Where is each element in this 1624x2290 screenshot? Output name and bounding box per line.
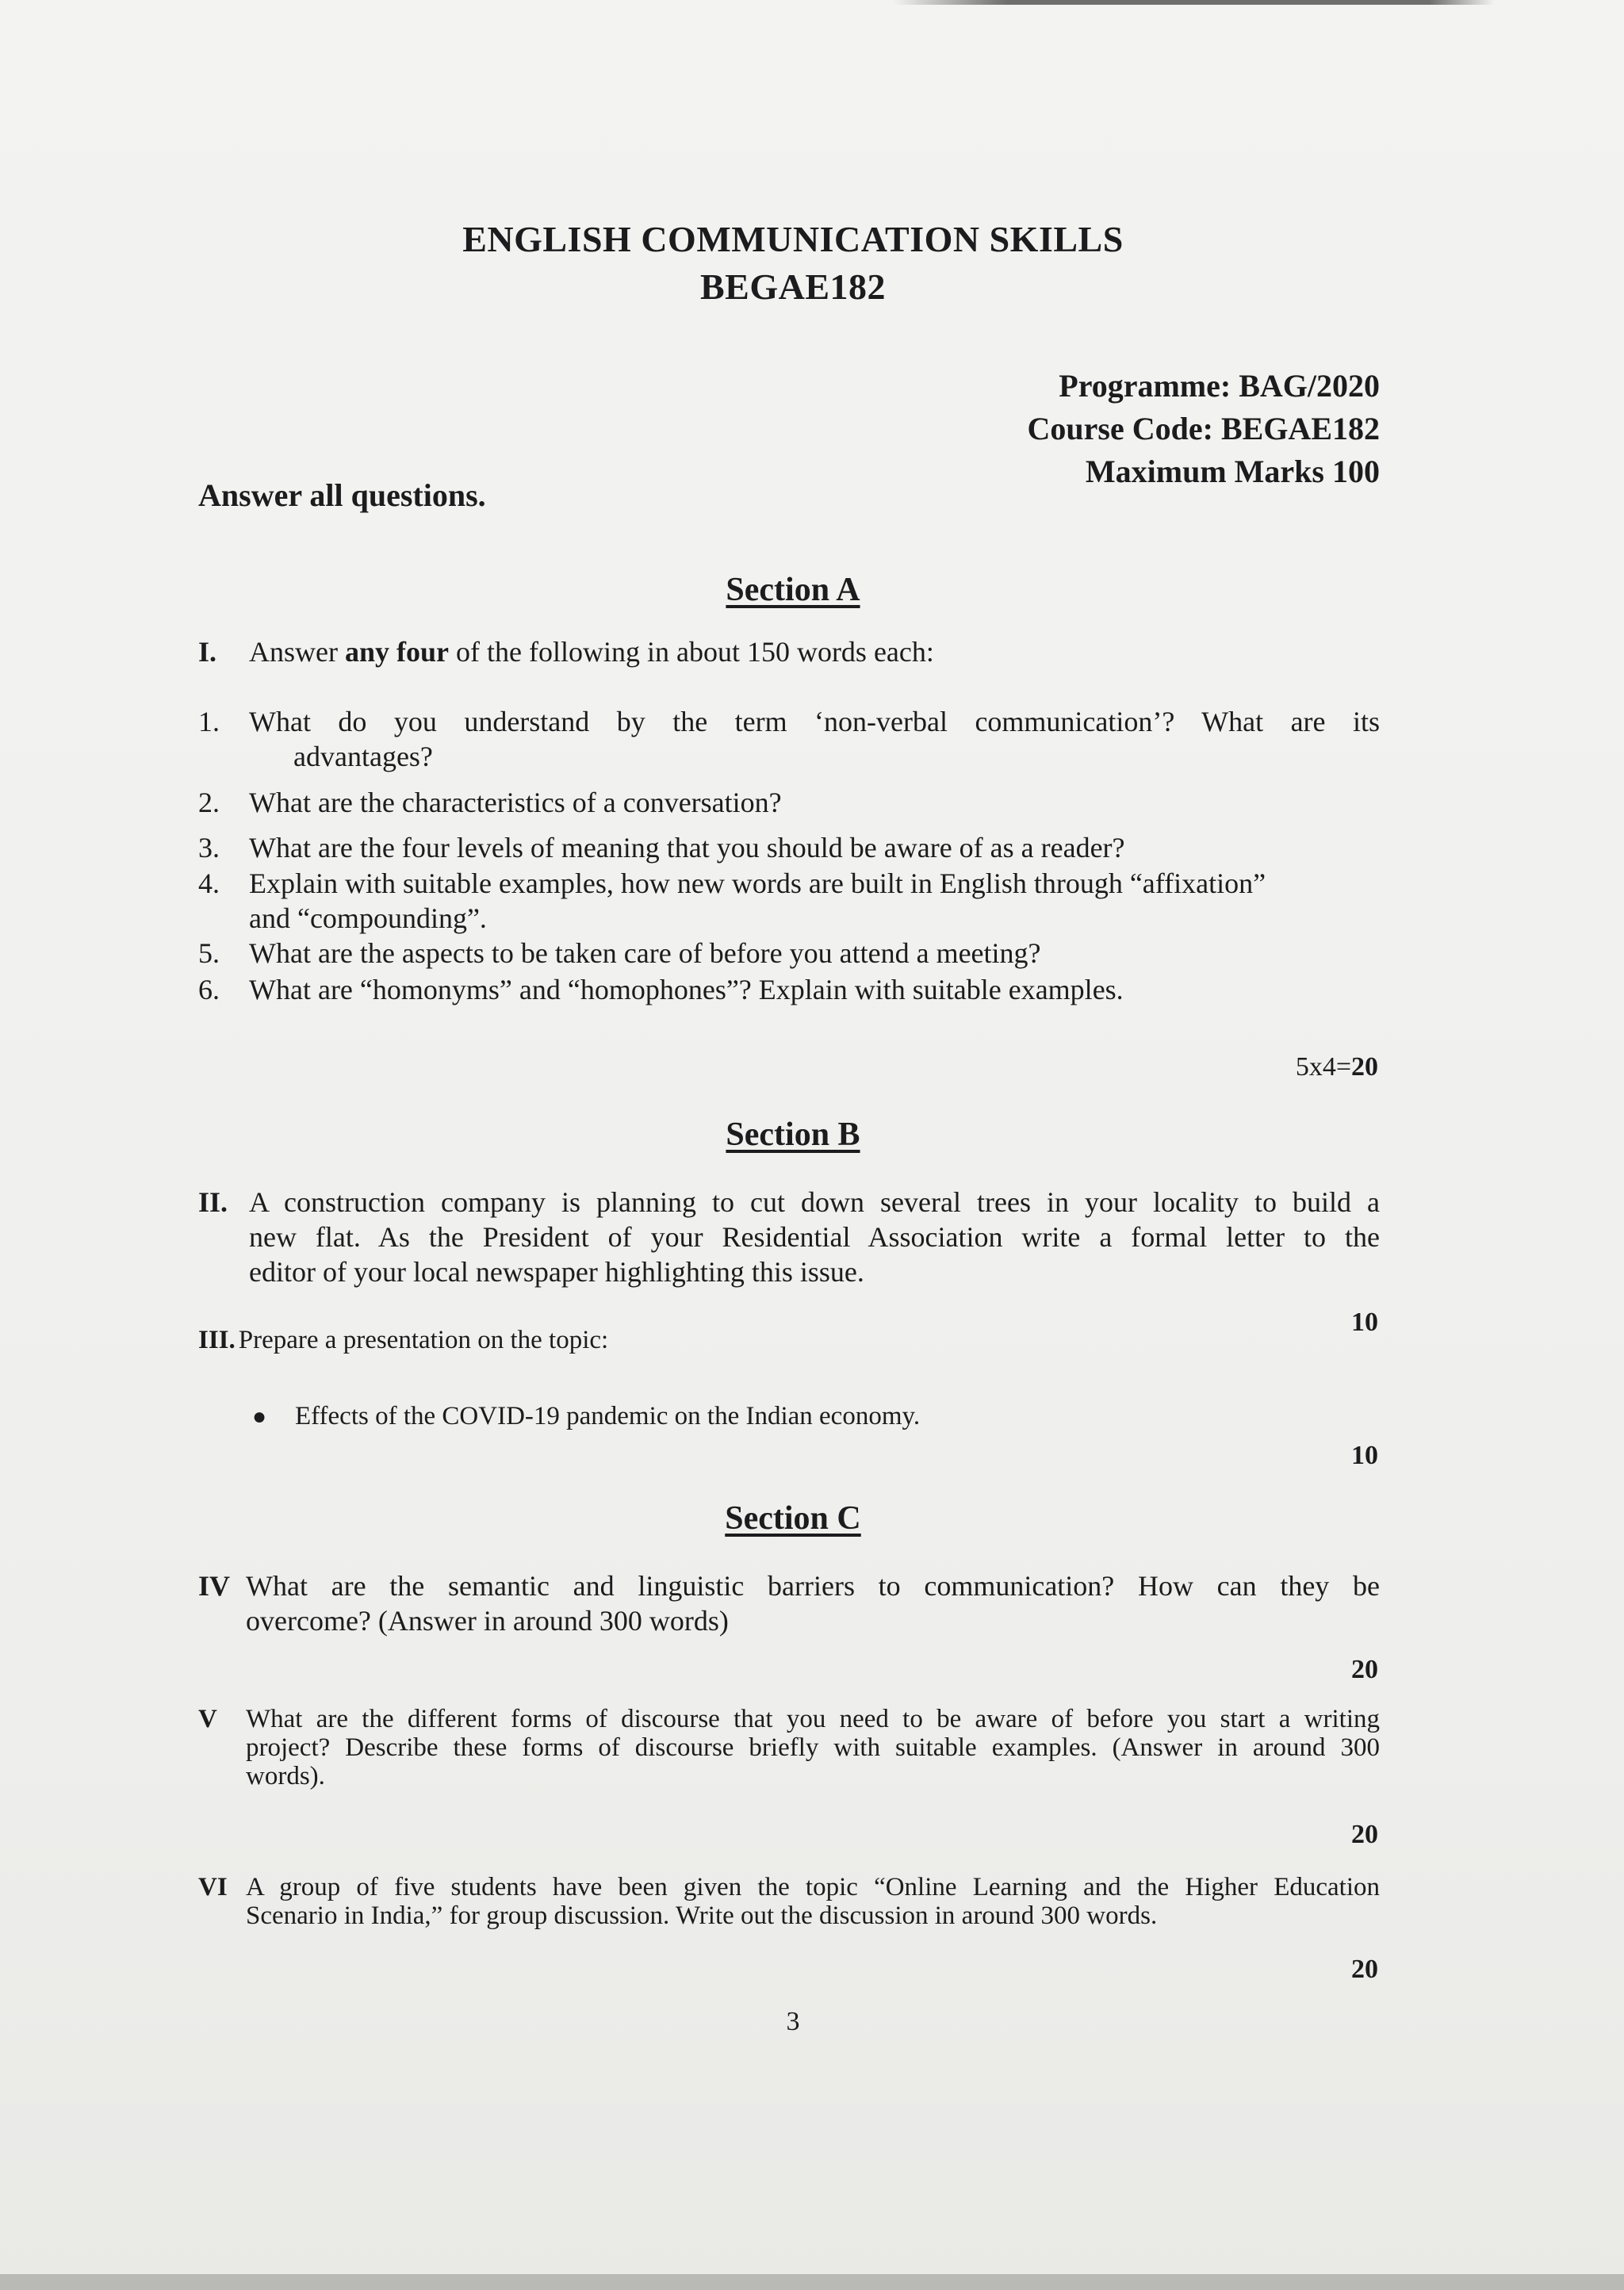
item-number: 3.: [198, 832, 220, 864]
intro-prefix: Answer: [249, 636, 345, 668]
item-number: 4.: [198, 867, 220, 899]
item-text: What are the four levels of meaning that you should be aware of as a reader?: [249, 832, 1125, 864]
max-marks-label: Maximum Marks 100: [1085, 454, 1380, 489]
marks-formula: 5x4=: [1295, 1052, 1351, 1082]
question-text-line: new flat. As the President of your Residential Association write a formal letter to the: [249, 1221, 1380, 1253]
question-3: [198, 1326, 1380, 1354]
question-number: I.: [198, 636, 217, 668]
course-code-label: Course Code: BEGAE182: [1027, 411, 1380, 446]
question-number: II.: [198, 1186, 228, 1218]
list-item: [198, 972, 1380, 1007]
question-6-marks: 20: [1351, 1955, 1378, 1984]
item-text: What are the characteristics of a conversation?: [249, 787, 782, 818]
question-5-marks: 20: [1351, 1820, 1378, 1849]
bullet-text: Effects of the COVID-19 pandemic on the Indian economy.: [295, 1402, 921, 1430]
question-text-line: editor of your local newspaper highlighting this issue.: [249, 1256, 864, 1288]
exam-meta: [1028, 365, 1380, 493]
question-number: VI: [198, 1873, 228, 1901]
section-a-marks: [1296, 1050, 1378, 1085]
question-text-line: project? Describe these forms of discourse briefly with suitable examples. (Answer in around 300: [246, 1733, 1380, 1762]
paper-bottom-edge: [0, 2274, 1624, 2290]
intro-suffix: of the following in about 150 words each:: [449, 636, 934, 668]
question-number: IV: [198, 1570, 231, 1602]
item-number: 6.: [198, 974, 220, 1005]
question-4-marks: 20: [1351, 1655, 1378, 1684]
question-text-line: words).: [246, 1762, 325, 1790]
question-text: Prepare a presentation on the topic:: [238, 1326, 609, 1354]
item-number: 5.: [198, 937, 220, 969]
question-text-line: What are the semantic and linguistic barriers to communication? How can they be: [246, 1570, 1380, 1602]
item-number: 2.: [198, 787, 220, 818]
top-edge-shadow: [0, 0, 1624, 5]
bullet-item: [252, 1402, 1362, 1431]
bullet-icon: ●: [252, 1403, 267, 1430]
question-1-intro: [198, 634, 1388, 669]
list-item: [198, 936, 1380, 971]
section-b-title: Section B: [726, 1116, 860, 1153]
question-text-line: Scenario in India,” for group discussion. Write out the discussion in around 300 words.: [246, 1901, 1158, 1930]
marks-total: 20: [1351, 1052, 1378, 1082]
document-title: ENGLISH COMMUNICATION SKILLS: [462, 219, 1124, 259]
question-text-line: overcome? (Answer in around 300 words): [246, 1605, 729, 1637]
page-number: 3: [786, 2007, 800, 2036]
course-code-heading: BEGAE182: [699, 266, 887, 307]
general-instruction: Answer all questions.: [198, 477, 486, 513]
intro-emphasis: any four: [344, 636, 449, 668]
list-item: [198, 866, 1380, 936]
question-6: [198, 1873, 1380, 1930]
question-text-line: A group of five students have been given the topic “Online Learning and the Higher Education: [246, 1873, 1380, 1901]
question-4: [198, 1568, 1380, 1638]
list-item: [198, 785, 1380, 820]
item-number: 1.: [198, 706, 220, 737]
item-text-continued: and “compounding”.: [249, 902, 487, 934]
programme-label: Programme: BAG/2020: [1059, 368, 1380, 404]
item-text: What are the aspects to be taken care of before you attend a meeting?: [249, 937, 1041, 969]
item-text: What are “homonyms” and “homophones”? Explain with suitable examples.: [249, 974, 1124, 1005]
list-item: [198, 830, 1380, 865]
item-text: Explain with suitable examples, how new words are built in English through “affixation”: [249, 867, 1266, 899]
section-c-title: Section C: [725, 1500, 861, 1537]
question-text-line: A construction company is planning to cut down several trees in your locality to build a: [249, 1186, 1380, 1218]
question-number: V: [198, 1705, 217, 1733]
question-5: [198, 1705, 1380, 1790]
question-2-marks: 10: [1351, 1308, 1378, 1337]
question-number: III.: [198, 1326, 236, 1354]
item-text-continued: advantages?: [293, 741, 433, 772]
section-a-title: Section A: [726, 572, 860, 608]
question-2: [198, 1185, 1380, 1289]
question-3-marks: 10: [1351, 1441, 1378, 1470]
list-item: [198, 704, 1380, 774]
item-text: What do you understand by the term ‘non-verbal communication’? What are its: [249, 706, 1380, 737]
document-header: [0, 216, 1586, 311]
question-text-line: What are the different forms of discourse that you need to be aware of before you start a writing: [246, 1705, 1380, 1733]
